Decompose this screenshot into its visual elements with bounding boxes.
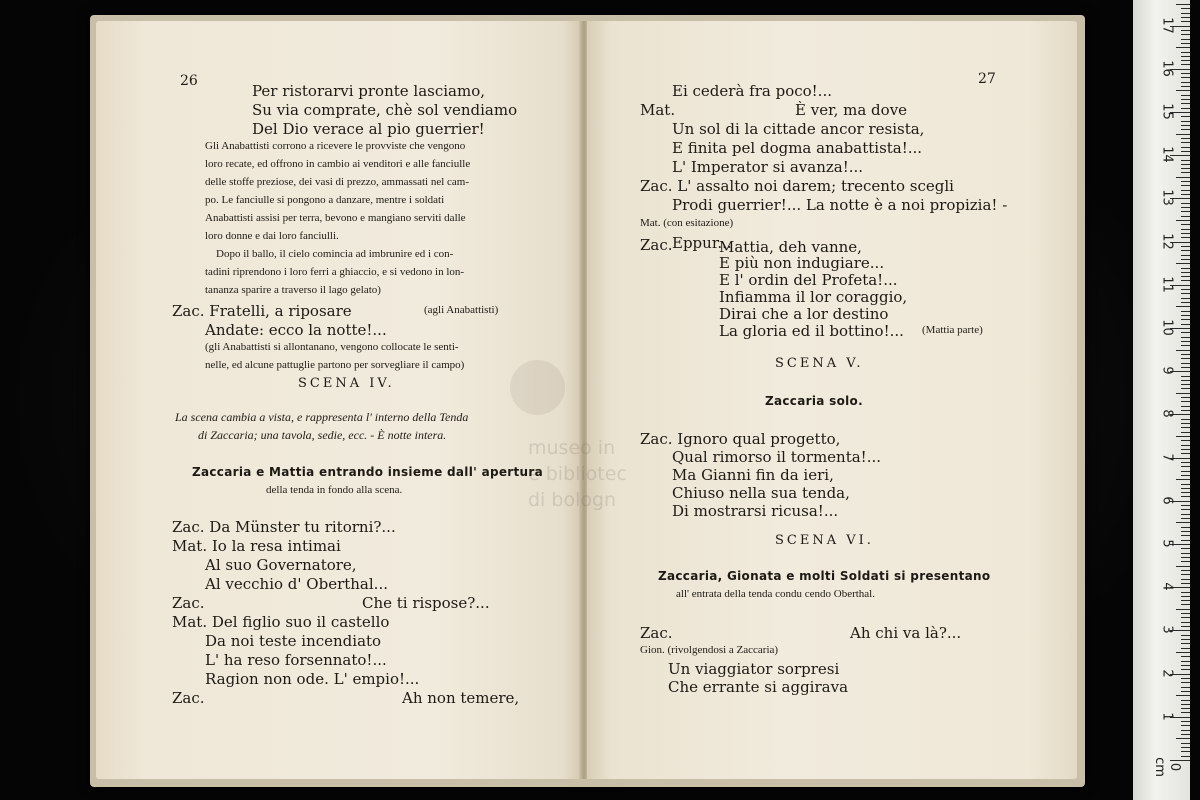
page-number-right: 27 (978, 71, 996, 87)
ruler-tick (1181, 164, 1190, 165)
ruler-tick (1181, 43, 1190, 44)
right-page-text-line: all' entrata della tenda condu cendo Oberthal. (676, 588, 875, 600)
ruler-number: 4 (1159, 582, 1175, 591)
right-page-text-line: Mattia, deh vanne, (719, 238, 862, 256)
left-page-text-line: Ragion non ode. L' empio!... (205, 670, 420, 688)
ruler-tick (1181, 561, 1190, 562)
ruler-tick (1181, 259, 1190, 260)
ruler-tick (1181, 505, 1190, 506)
ruler-tick (1181, 190, 1190, 191)
right-page-text-line: Dirai che a lor destino (719, 305, 889, 323)
ruler-tick (1176, 609, 1190, 610)
right-page-text-line: Mat. (640, 101, 676, 119)
ruler-tick (1181, 682, 1190, 683)
ruler-tick (1181, 751, 1190, 752)
ruler-tick (1181, 255, 1190, 256)
left-page-text-line: Mat. Del figlio suo il castello (172, 613, 390, 631)
ruler-tick (1181, 570, 1190, 571)
ruler-tick (1181, 250, 1190, 251)
ruler-tick (1181, 535, 1190, 536)
ruler-tick (1181, 635, 1190, 636)
ruler-tick (1181, 376, 1190, 377)
right-page-text-line: SCENA V. (775, 356, 864, 371)
ruler-tick (1181, 730, 1190, 731)
ruler-tick (1181, 557, 1190, 558)
ruler-tick (1181, 315, 1190, 316)
ruler-tick (1181, 583, 1190, 584)
ruler-number: 7 (1159, 452, 1175, 462)
ruler-tick (1181, 410, 1190, 411)
ruler-tick (1181, 687, 1190, 688)
right-page-text-line: Eppur... (672, 234, 732, 252)
ruler-tick (1181, 449, 1190, 450)
left-page-text-line: Mat. Io la resa intimai (172, 537, 341, 555)
ruler-tick (1181, 548, 1190, 549)
ruler-tick (1181, 592, 1190, 593)
ruler-number: 15 (1159, 103, 1175, 120)
ruler-number: 14 (1159, 146, 1175, 163)
left-page-text-line: L' ha reso forsennato!... (205, 651, 387, 669)
ruler-tick (1181, 669, 1190, 670)
ruler-tick (1181, 397, 1190, 398)
ruler-tick (1176, 263, 1190, 264)
ruler-tick (1176, 134, 1190, 135)
ruler-tick (1181, 453, 1190, 454)
ruler-tick (1181, 194, 1190, 195)
ruler-tick (1181, 725, 1190, 726)
ruler-tick (1176, 4, 1190, 5)
ruler-tick (1181, 185, 1190, 186)
right-page-text-line: Zac. Ignoro qual progetto, (640, 430, 841, 448)
ruler-tick (1181, 121, 1190, 122)
left-page-text-line: Per ristorarvi pronte lasciamo, (252, 82, 486, 100)
ruler-tick (1181, 224, 1190, 225)
ruler-tick (1181, 60, 1190, 61)
ruler-tick (1181, 82, 1190, 83)
ruler-tick (1181, 574, 1190, 575)
ruler-tick (1181, 708, 1190, 709)
ruler-tick (1181, 21, 1190, 22)
ruler-tick (1176, 652, 1190, 653)
left-page-text-line: Da noi teste incendiato (205, 632, 382, 650)
left-page-text-line: Zaccaria e Mattia entrando insieme dall' apertura (192, 465, 544, 479)
ruler-tick (1176, 306, 1190, 307)
ruler-tick (1181, 518, 1190, 519)
left-page-text-line: Zac. (172, 594, 205, 612)
ruler-number: 16 (1159, 60, 1175, 77)
right-page-text-line: E finita pel dogma anabattista!... (672, 139, 923, 157)
ruler-tick (1176, 738, 1190, 739)
ruler-tick (1181, 324, 1190, 325)
ruler-tick (1181, 246, 1190, 247)
ruler-tick (1181, 103, 1190, 104)
ruler-tick (1176, 47, 1190, 48)
ruler-tick (1181, 643, 1190, 644)
right-page-text-line: E più non indugiare... (719, 254, 885, 272)
ruler-tick (1181, 13, 1190, 14)
right-page-text-line: È ver, ma dove (795, 101, 908, 119)
ruler-tick (1181, 8, 1190, 9)
ruler-tick (1176, 220, 1190, 221)
ruler-tick (1181, 233, 1190, 234)
ruler-tick (1181, 622, 1190, 623)
ruler-tick (1176, 177, 1190, 178)
ruler-tick (1181, 95, 1190, 96)
ruler-tick (1181, 302, 1190, 303)
ruler-tick (1181, 639, 1190, 640)
ruler-tick (1181, 531, 1190, 532)
ruler-tick (1181, 613, 1190, 614)
ruler-tick (1176, 90, 1190, 91)
ruler-tick (1181, 354, 1190, 355)
ruler-tick (1181, 211, 1190, 212)
ruler-tick (1181, 268, 1190, 269)
ruler-tick (1181, 358, 1190, 359)
ruler-tick (1181, 237, 1190, 238)
ruler-number: 3 (1159, 625, 1175, 635)
ruler-tick (1181, 704, 1190, 705)
left-page-text-line: Andate: ecco la notte!... (205, 321, 387, 339)
ruler-tick (1181, 427, 1190, 428)
ruler-tick (1181, 423, 1190, 424)
watermark-text: museo in e bibliotec di bologn (528, 437, 627, 511)
ruler-tick (1176, 393, 1190, 394)
left-page-text-line: Gli Anabattisti corrono a ricevere le provviste che vengono (205, 140, 466, 152)
left-page-text-line: SCENA IV. (298, 376, 395, 391)
ruler-tick (1181, 734, 1190, 735)
ruler-number: 2 (1159, 668, 1175, 678)
ruler-tick (1181, 108, 1190, 109)
ruler-number: 17 (1159, 16, 1175, 34)
left-page-text-line: (agli Anabattisti) (424, 304, 499, 316)
right-page-text-line: E l' ordin del Profeta!... (719, 271, 898, 289)
left-page-text-line: po. Le fanciulle si pongono a danzare, mentre i soldati (205, 194, 445, 206)
right-page-text-line: Qual rimorso il tormenta!... (672, 448, 882, 466)
ruler-tick (1181, 514, 1190, 515)
right-page-text-line: Un viaggiator sorpresi (668, 660, 840, 678)
right-page-text-line: Ei cederà fra poco!... (672, 82, 832, 100)
ruler-tick (1181, 332, 1190, 333)
left-page-text-line: Zac. (172, 689, 205, 707)
right-page-text-line: Gion. (rivolgendosi a Zaccaria) (640, 644, 779, 656)
ruler-tick (1181, 34, 1190, 35)
right-page-text-line: SCENA VI. (775, 533, 874, 548)
ruler-tick (1181, 678, 1190, 679)
ruler-tick (1181, 604, 1190, 605)
ruler-tick (1181, 527, 1190, 528)
ruler-tick (1181, 743, 1190, 744)
ruler-tick (1181, 276, 1190, 277)
ruler-tick (1181, 216, 1190, 217)
ruler-tick (1181, 129, 1190, 130)
ruler-number: 13 (1159, 189, 1175, 207)
ruler-tick (1181, 466, 1190, 467)
ruler-tick (1181, 142, 1190, 143)
ruler-tick (1181, 401, 1190, 402)
ruler-tick (1181, 712, 1190, 713)
ruler-tick (1181, 440, 1190, 441)
left-page-text-line: La scena cambia a vista, e rappresenta l' interno della Tenda (175, 410, 469, 424)
ruler-number: 0 cm (1152, 757, 1182, 777)
ruler-tick (1181, 160, 1190, 161)
left-page-text-line: Zac. Fratelli, a riposare (172, 302, 352, 320)
right-page-text-line: Zaccaria, Gionata e molti Soldati si presentano (658, 569, 991, 583)
ruler-tick (1181, 419, 1190, 420)
ruler-tick (1181, 138, 1190, 139)
ruler-number: 12 (1159, 232, 1175, 250)
ruler-tick (1181, 691, 1190, 692)
ruler-tick (1181, 56, 1190, 57)
ruler-tick (1181, 471, 1190, 472)
ruler-tick (1181, 52, 1190, 53)
left-page-text-line: Su via comprate, chè sol vendiamo (252, 101, 518, 119)
ruler-tick (1181, 509, 1190, 510)
left-page-text-line: tananza sparire a traverso il lago gelato) (205, 284, 381, 296)
ruler-tick (1181, 168, 1190, 169)
ruler-tick (1181, 462, 1190, 463)
ruler-tick (1181, 380, 1190, 381)
ruler-number: 9 (1159, 366, 1175, 375)
ruler-tick (1181, 203, 1190, 204)
ruler-number: 5 (1159, 539, 1175, 548)
ruler-tick (1181, 475, 1190, 476)
right-page-text-line: Che errante si aggirava (668, 678, 849, 696)
ruler-tick (1181, 406, 1190, 407)
ruler-tick (1181, 272, 1190, 273)
right-page-text-line: Zac. L' assalto noi darem; trecento scegli (640, 177, 954, 195)
ruler-tick (1181, 596, 1190, 597)
ruler-tick (1176, 350, 1190, 351)
ruler-tick (1176, 479, 1190, 480)
ruler-tick (1181, 73, 1190, 74)
left-page-text-line: Al suo Governatore, (205, 556, 357, 574)
ruler-tick (1181, 116, 1190, 117)
left-page-text-line: Dopo il ballo, il cielo comincia ad imbrunire ed i con- (216, 248, 454, 260)
left-page-text-line: Zac. Da Münster tu ritorni?... (172, 518, 396, 536)
left-page-text-line: delle stoffe preziose, dei vasi di prezzo, ammassati nel cam- (205, 176, 469, 188)
ruler-tick (1181, 600, 1190, 601)
ruler-tick (1181, 147, 1190, 148)
left-page-text-line: Al vecchio d' Oberthal... (205, 575, 388, 593)
ruler-tick (1181, 293, 1190, 294)
ruler-tick (1181, 579, 1190, 580)
ruler-tick (1181, 617, 1190, 618)
ruler-tick (1181, 648, 1190, 649)
ruler-tick (1181, 756, 1190, 757)
ruler-tick (1176, 566, 1190, 567)
ruler-tick (1181, 319, 1190, 320)
ruler-tick (1181, 64, 1190, 65)
ruler-number: 8 (1159, 409, 1175, 419)
right-page-text-line: Chiuso nella sua tenda, (672, 484, 850, 502)
ruler-tick (1181, 298, 1190, 299)
ruler-tick (1181, 345, 1190, 346)
ruler-tick (1181, 341, 1190, 342)
left-page-text-line: tadini riprendono i loro ferri a ghiaccio, e si vedono in lon- (205, 266, 465, 278)
ruler-tick (1181, 86, 1190, 87)
right-page-text-line: Un sol di la cittade ancor resista, (672, 120, 925, 138)
left-page-text-line: loro donne e dai loro fanciulli. (205, 230, 339, 242)
ruler-tick (1176, 436, 1190, 437)
right-page-text-line: Zaccaria solo. (765, 394, 863, 408)
ruler-tick (1181, 388, 1190, 389)
ruler-tick (1181, 721, 1190, 722)
ruler-tick (1181, 700, 1190, 701)
ruler-tick (1181, 151, 1190, 152)
page-number-left: 26 (180, 73, 198, 89)
ruler-tick (1181, 484, 1190, 485)
ruler-tick (1181, 289, 1190, 290)
left-page-text-line: loro recate, ed offrono in cambio ai venditori e alle fanciulle (205, 158, 471, 170)
ruler-tick (1181, 432, 1190, 433)
ruler-number: 10 (1159, 319, 1175, 336)
ruler-tick (1181, 656, 1190, 657)
left-page-text-line: Anabattisti assisi per terra, bevono e mangiano serviti dalle (205, 212, 466, 224)
ruler-tick (1181, 77, 1190, 78)
right-page-text-line: Prodi guerrier!... La notte è a noi propizia! - (672, 196, 1008, 214)
right-page-text-line: Zac. (640, 236, 673, 254)
ruler-tick (1181, 30, 1190, 31)
ruler-tick (1181, 553, 1190, 554)
ruler-tick (1181, 99, 1190, 100)
left-page-text-line: (gli Anabattisti si allontanano, vengono collocate le senti- (205, 341, 459, 353)
left-page-text-line: Che ti rispose?... (362, 594, 490, 612)
watermark-logo (510, 360, 565, 415)
ruler-number: 1 (1159, 712, 1175, 721)
ruler-tick (1181, 229, 1190, 230)
ruler-tick (1176, 522, 1190, 523)
right-page-text-line: L' Imperator si avanza!... (672, 158, 864, 176)
right-page-text-line: Di mostrarsi ricusa!... (672, 502, 839, 520)
right-page-text-line: Mat. (con esitazione) (640, 217, 734, 229)
ruler-tick (1181, 496, 1190, 497)
ruler-tick (1181, 17, 1190, 18)
ruler-tick (1176, 695, 1190, 696)
right-page-text-line: Infiamma il lor coraggio, (719, 288, 908, 306)
ruler-tick (1181, 337, 1190, 338)
ruler-tick (1181, 747, 1190, 748)
left-page-text-line: nelle, ed alcune pattuglie partono per sorvegliare il campo) (205, 359, 465, 371)
right-page-text-line: Ma Gianni fin da ieri, (672, 466, 834, 484)
right-page-text-line: Zac. (640, 624, 673, 642)
left-page-text-line: di Zaccaria; una tavola, sedie, ecc. - È notte intera. (198, 428, 447, 442)
ruler-tick (1181, 488, 1190, 489)
right-page-text-line: (Mattia parte) (922, 324, 983, 336)
ruler-tick (1181, 540, 1190, 541)
ruler-tick (1181, 367, 1190, 368)
right-page-text-line: Ah chi va là?... (850, 624, 962, 642)
ruler-tick (1181, 311, 1190, 312)
ruler-tick (1181, 363, 1190, 364)
ruler-tick (1181, 172, 1190, 173)
ruler-tick (1181, 445, 1190, 446)
ruler-tick (1181, 181, 1190, 182)
ruler-tick (1181, 492, 1190, 493)
ruler-number: 11 (1159, 276, 1175, 293)
ruler-tick (1181, 280, 1190, 281)
left-page-text-line: della tenda in fondo alla scena. (266, 484, 403, 496)
left-page-text-line: Ah non temere, (402, 689, 520, 707)
ruler-tick (1181, 125, 1190, 126)
ruler-tick (1181, 626, 1190, 627)
ruler-tick (1181, 661, 1190, 662)
ruler-tick (1181, 207, 1190, 208)
ruler-tick (1181, 39, 1190, 40)
left-page-text-line: Del Dio verace al pio guerrier! (252, 120, 485, 138)
ruler-tick (1181, 665, 1190, 666)
right-page-text-line: La gloria ed il bottino!... (719, 322, 904, 340)
ruler-tick (1181, 384, 1190, 385)
ruler-number: 6 (1159, 496, 1175, 505)
